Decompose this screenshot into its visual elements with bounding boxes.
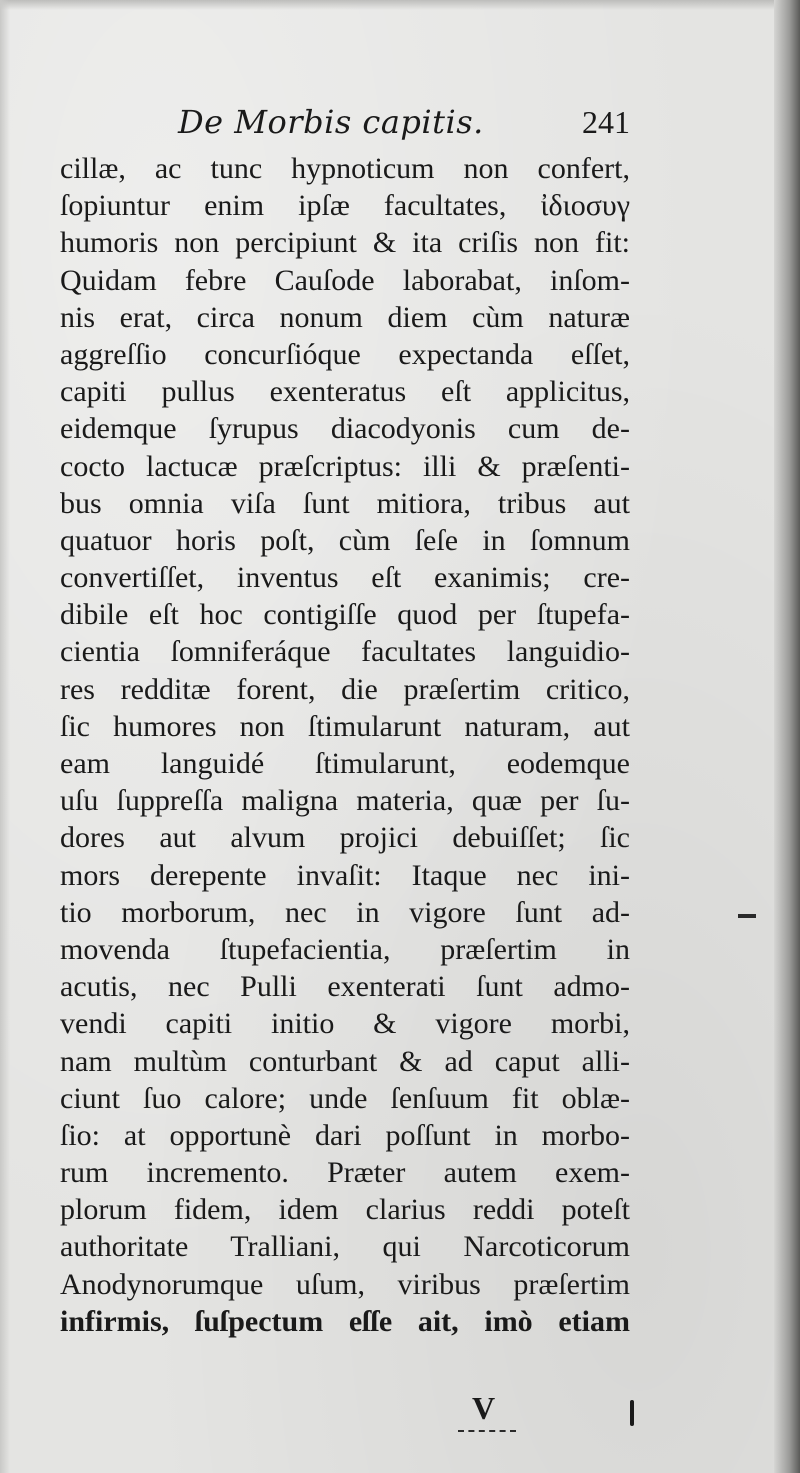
running-header bbox=[60, 98, 630, 146]
text-line: quatuor horis poſt, cùm ſeſe in ſomnum bbox=[60, 523, 630, 557]
running-title: De Morbis capitis. bbox=[178, 103, 484, 141]
text-line: res redditæ forent, die præſertim critico, bbox=[60, 672, 630, 706]
page-gutter-shadow bbox=[774, 0, 800, 1473]
text-line: authoritate Tralliani, qui Narcoticorum bbox=[60, 1230, 630, 1264]
text-line: ſic humores non ſtimularunt naturam, aut bbox=[60, 709, 630, 743]
text-line: mors derepente invaſit: Itaque nec ini- bbox=[60, 858, 630, 892]
text-line: ſopiuntur enim ipſæ facultates, ἰδιοσυγ bbox=[60, 189, 630, 223]
text-line: infirmis, ſuſpectum eſſe ait, imò etiam bbox=[60, 1304, 630, 1338]
text-line: plorum fidem, idem clarius reddi poteſt bbox=[60, 1193, 630, 1227]
text-line: eam languidé ſtimularunt, eodemque bbox=[60, 747, 630, 780]
text-line: ſio: at opportunè dari poſſunt in morbo- bbox=[60, 1118, 630, 1152]
text-line: dibile eſt hoc contigiſſe quod per ſtupefa- bbox=[60, 598, 630, 632]
margin-mark bbox=[738, 914, 756, 918]
text-line: tio morborum, nec in vigore ſunt ad- bbox=[60, 895, 630, 929]
text-line: movenda ſtupefacientia, præſertim in bbox=[60, 932, 630, 966]
text-line: cocto lactucæ præſcriptus: illi & præſenti- bbox=[60, 449, 630, 483]
text-line: convertiſſet, inventus eſt exanimis; cre- bbox=[60, 561, 630, 595]
text-line: nam multùm conturbant & ad caput alli- bbox=[60, 1044, 630, 1078]
signature-underline bbox=[458, 1430, 516, 1432]
page-left-edge bbox=[0, 0, 10, 1473]
text-line: vendi capiti initio & vigore morbi, bbox=[60, 1007, 630, 1041]
text-line: nis erat, circa nonum diem cùm naturæ bbox=[60, 300, 630, 334]
signature-mark: V bbox=[472, 1390, 496, 1426]
text-line: uſu ſuppreſſa maligna materia, quæ per ſu- bbox=[60, 784, 630, 818]
text-line: capiti pullus exenteratus eſt applicitus, bbox=[60, 375, 630, 409]
text-line: humoris non percipiunt & ita criſis non fit: bbox=[60, 226, 630, 260]
text-line: cientia ſomniferáque facultates languidio- bbox=[60, 635, 630, 669]
page-top-edge bbox=[0, 0, 800, 10]
text-line: Anodynorumque uſum, viribus præſertim bbox=[60, 1267, 630, 1301]
show-through-ink bbox=[668, 690, 778, 720]
text-line: Quidam febre Cauſode laborabat, inſom- bbox=[60, 263, 630, 297]
text-line: dores aut alvum projici debuiſſet; ſic bbox=[60, 821, 630, 855]
text-line: cillæ, ac tunc hypnoticum non confert, bbox=[60, 152, 630, 185]
text-line: ciunt ſuo calore; unde ſenſuum fit oblæ- bbox=[60, 1081, 630, 1115]
text-block bbox=[60, 150, 630, 1340]
text-line: acutis, nec Pulli exenterati ſunt admo- bbox=[60, 970, 630, 1004]
edge-mark bbox=[630, 1400, 634, 1426]
page-number: 241 bbox=[582, 104, 630, 140]
text-line: eidemque ſyrupus diacodyonis cum de- bbox=[60, 412, 630, 446]
text-line: aggreſſio concurſióque expectanda eſſet, bbox=[60, 337, 630, 371]
text-line: rum incremento. Præter autem exem- bbox=[60, 1156, 630, 1190]
text-line: bus omnia viſa ſunt mitiora, tribus aut bbox=[60, 486, 630, 520]
